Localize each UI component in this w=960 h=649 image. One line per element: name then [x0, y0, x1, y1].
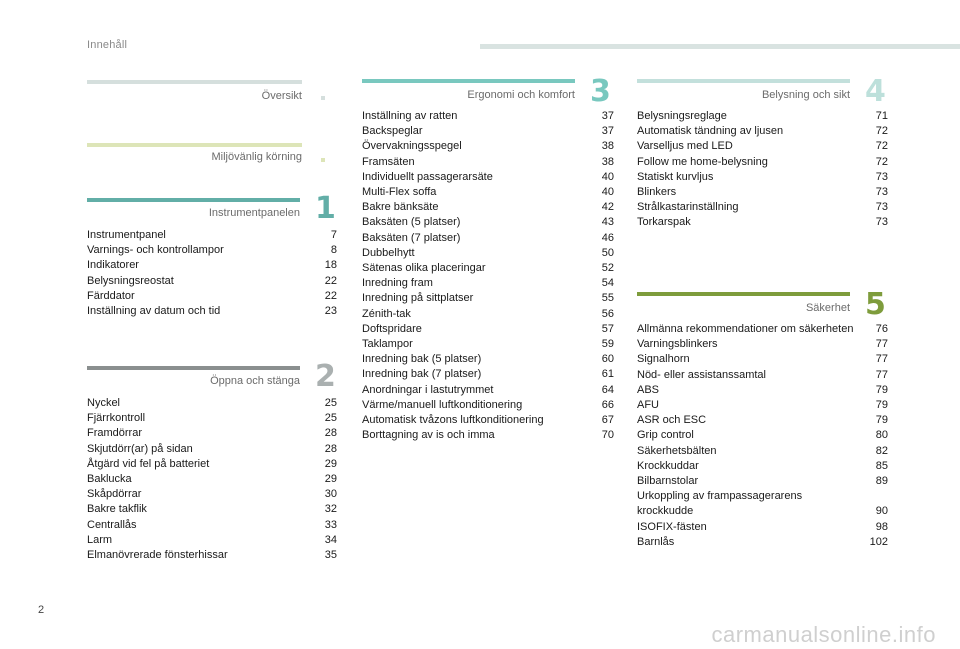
toc-entry-page: 18: [324, 259, 337, 272]
toc-entry[interactable]: [362, 185, 614, 200]
toc-entry-page: 85: [875, 459, 888, 472]
toc-entry-page: 73: [875, 201, 888, 214]
toc-entry[interactable]: [362, 307, 614, 322]
toc-entry-page: 77: [875, 353, 888, 366]
toc-entry[interactable]: [362, 276, 614, 291]
toc-entry[interactable]: [637, 124, 888, 139]
toc-entry-page: 79: [875, 399, 888, 412]
toc-entry-page: 38: [601, 140, 614, 153]
toc-entry[interactable]: [362, 139, 614, 154]
toc-entry-label: Dubbelhytt: [362, 246, 415, 259]
section-oversikt-title: Översikt: [261, 90, 302, 102]
toc-entry-page: 43: [601, 216, 614, 229]
toc-entry[interactable]: [362, 170, 614, 185]
toc-entry[interactable]: [637, 368, 888, 383]
toc-entry[interactable]: [637, 185, 888, 200]
toc-entry-page: 22: [324, 274, 337, 287]
toc-entry-page: 33: [324, 518, 337, 531]
toc-entry-label: Individuellt passagerarsäte: [362, 170, 493, 183]
section-oversikt-bar: [87, 80, 302, 84]
toc-entry-page: 67: [601, 414, 614, 427]
toc-entry-page: 29: [324, 473, 337, 486]
toc-entry[interactable]: [362, 367, 614, 382]
toc-entry[interactable]: [362, 246, 614, 261]
toc-entry[interactable]: [362, 428, 614, 443]
toc-entry[interactable]: [87, 502, 337, 517]
toc-entry[interactable]: [637, 398, 888, 413]
section-2-number: 2: [315, 359, 336, 394]
toc-entry-page: 73: [875, 216, 888, 229]
toc-entry[interactable]: [362, 352, 614, 367]
toc-entry[interactable]: [637, 474, 888, 489]
section-5-title: Säkerhet: [805, 302, 850, 314]
toc-entry-page: 72: [875, 140, 888, 153]
toc-entry-page: 89: [875, 475, 888, 488]
toc-entry-page: 71: [875, 110, 888, 122]
toc-entry-page: 25: [324, 397, 337, 409]
toc-entry[interactable]: [87, 228, 337, 243]
section-2-bar: [87, 366, 300, 370]
toc-entry-page: 57: [601, 322, 614, 335]
page-header-title: Innehåll: [87, 39, 128, 51]
toc-entry-label: Säkerhetsbälten: [637, 444, 717, 457]
toc-entry-label: Inredning fram: [362, 277, 433, 290]
toc-entry-label: Doftspridare: [362, 322, 422, 335]
toc-entry[interactable]: [87, 289, 337, 304]
section-1-title: Instrumentpanelen: [208, 207, 300, 219]
toc-entry[interactable]: [87, 243, 337, 258]
section-4-title: Belysning och sikt: [761, 89, 850, 101]
toc-entry-page: 64: [601, 383, 614, 396]
section-2-title: Öppna och stänga: [210, 375, 300, 387]
toc-entry[interactable]: [637, 139, 888, 154]
toc-entry-label: Instrumentpanel: [87, 229, 166, 241]
section-1-bar: [87, 198, 300, 202]
toc-entry[interactable]: [637, 520, 888, 535]
toc-entry-label: Indikatorer: [87, 259, 139, 272]
toc-entry-page: 77: [875, 368, 888, 381]
toc-entry[interactable]: [637, 428, 888, 443]
toc-entry-label: Torkarspak: [637, 216, 691, 229]
toc-entry-page: 54: [601, 277, 614, 290]
toc-entry-label: Strålkastarinställning: [637, 201, 739, 214]
toc-entry-page: 28: [324, 442, 337, 455]
toc-entry-label: Varnings- och kontrollampor: [87, 244, 224, 257]
toc-entry-page: 73: [875, 186, 888, 199]
section-3-number: 3: [590, 74, 611, 109]
section-5-bar: [637, 292, 850, 296]
toc-entry-label: Åtgärd vid fel på batteriet: [87, 457, 210, 470]
toc-entry[interactable]: [87, 487, 337, 502]
section-5-number: 5: [865, 287, 886, 322]
toc-entry-label: Värme/manuell luftkonditionering: [362, 398, 523, 411]
toc-entry[interactable]: [362, 413, 614, 428]
toc-entry[interactable]: [362, 337, 614, 352]
toc-entry-page: 37: [601, 125, 614, 138]
toc-entry[interactable]: [637, 215, 888, 230]
toc-entry[interactable]: [362, 261, 614, 276]
toc-entry[interactable]: [637, 459, 888, 474]
toc-entry-label: Inredning bak (5 platser): [362, 353, 482, 366]
toc-entry-page: 25: [324, 412, 337, 425]
toc-entry-label: Inredning bak (7 platser): [362, 368, 482, 381]
toc-entry-label: Centrallås: [87, 518, 137, 531]
toc-entry-label: Multi-Flex soffa: [362, 186, 437, 199]
toc-entry-label: Anordningar i lastutrymmet: [362, 383, 494, 396]
toc-entry-page: 56: [601, 307, 614, 320]
toc-entry-page: 59: [601, 338, 614, 351]
toc-entry-page: 79: [875, 414, 888, 427]
toc-entry-label: Belysningsreglage: [637, 110, 727, 122]
toc-entry[interactable]: [637, 489, 888, 519]
toc-entry-label: Fjärrkontroll: [87, 412, 146, 425]
toc-entry-page: 52: [601, 262, 614, 275]
toc-entry[interactable]: [362, 322, 614, 337]
watermark-text: carmanualsonline.info: [711, 622, 936, 647]
toc-entry-label: Taklampor: [362, 338, 413, 351]
section-1-number: 1: [315, 191, 336, 226]
section-2-entries: [87, 396, 337, 563]
toc-entry[interactable]: [637, 170, 888, 185]
toc-entry-label: Bilbarnstolar: [637, 475, 699, 488]
toc-entry[interactable]: [87, 258, 337, 273]
toc-entry-page: 40: [601, 170, 614, 183]
toc-entry-page: 35: [324, 549, 337, 562]
section-oversikt-marker: [321, 96, 325, 100]
toc-entry[interactable]: [87, 396, 337, 411]
toc-entry-label: Framsäten: [362, 155, 415, 168]
toc-entry-page: 8: [330, 244, 337, 257]
toc-entry-label: Varningsblinkers: [637, 338, 718, 351]
toc-entry[interactable]: [362, 124, 614, 139]
toc-entry-page: 76: [875, 323, 888, 335]
toc-entry-page: 66: [601, 398, 614, 411]
toc-entry-page: 102: [869, 535, 888, 548]
toc-entry[interactable]: [637, 383, 888, 398]
toc-entry-label: Barnlås: [637, 535, 675, 548]
toc-entry-label: Belysningsreostat: [87, 274, 174, 287]
toc-entry-page: 37: [601, 110, 614, 122]
toc-entry[interactable]: [362, 398, 614, 413]
toc-entry-page: 29: [324, 457, 337, 470]
toc-entry[interactable]: [637, 155, 888, 170]
toc-entry-label: Varselljus med LED: [637, 140, 733, 153]
section-3-entries: [362, 109, 614, 443]
toc-entry-label: Inredning på sittplatser: [362, 292, 474, 305]
toc-entry-page: 72: [875, 125, 888, 138]
toc-entry[interactable]: [87, 548, 337, 563]
toc-entry-label: Automatisk tvåzons luftkonditionering: [362, 414, 544, 427]
toc-entry-label: Follow me home-belysning: [637, 155, 768, 168]
toc-entry[interactable]: [637, 535, 888, 550]
toc-entry-label: Grip control: [637, 429, 694, 442]
toc-entry-page: 38: [601, 155, 614, 168]
toc-entry-page: 30: [324, 488, 337, 501]
toc-entry-label: Backspeglar: [362, 125, 423, 138]
toc-entry-label: Elmanövrerade fönsterhissar: [87, 549, 228, 562]
section-4-bar: [637, 79, 850, 83]
section-oversikt[interactable]: [87, 80, 302, 106]
toc-entry-label: Statiskt kurvljus: [637, 170, 714, 183]
toc-entry-label: Signalhorn: [637, 353, 690, 366]
toc-entry-label: Blinkers: [637, 186, 677, 199]
toc-entry-page: 77: [875, 338, 888, 351]
toc-entry-label: ABS: [637, 383, 660, 396]
toc-entry-label: Krockkuddar: [637, 459, 699, 472]
toc-entry[interactable]: [362, 231, 614, 246]
toc-entry-label: Framdörrar: [87, 427, 143, 440]
toc-entry[interactable]: [362, 109, 614, 124]
toc-entry[interactable]: [637, 337, 888, 352]
toc-entry-label: Sätenas olika placeringar: [362, 262, 486, 275]
section-3-title: Ergonomi och komfort: [467, 89, 575, 101]
toc-entry-label: Automatisk tändning av ljusen: [637, 125, 784, 138]
toc-entry-page: 98: [875, 520, 888, 533]
section-5-entries: [637, 322, 888, 550]
toc-entry-page: 55: [601, 292, 614, 305]
toc-entry[interactable]: [637, 322, 888, 337]
toc-entry-label: Nöd- eller assistanssamtal: [637, 368, 766, 381]
toc-entry-label: AFU: [637, 399, 659, 412]
toc-entry-page: 50: [601, 246, 614, 259]
toc-entry[interactable]: [87, 472, 337, 487]
section-miljo-marker: [321, 158, 325, 162]
toc-entry-label: Allmänna rekommendationer om säkerheten: [637, 323, 854, 335]
toc-entry[interactable]: [87, 518, 337, 533]
toc-entry-page: 22: [324, 289, 337, 302]
toc-entry-label: Skjutdörr(ar) på sidan: [87, 442, 193, 455]
toc-entry-label: Bakre takflik: [87, 503, 147, 516]
toc-entry[interactable]: [362, 155, 614, 170]
toc-entry[interactable]: [87, 457, 337, 472]
toc-entry-label: Färddator: [87, 289, 135, 302]
toc-entry-page: 42: [601, 201, 614, 214]
toc-entry-page: 7: [330, 229, 337, 241]
section-miljo[interactable]: [87, 143, 302, 169]
toc-entry-label: Inställning av ratten: [362, 110, 458, 122]
toc-entry[interactable]: [87, 304, 337, 319]
toc-entry-page: 40: [601, 186, 614, 199]
toc-entry-label: Larm: [87, 533, 113, 546]
toc-entry-page: 80: [875, 429, 888, 442]
toc-entry-page: 60: [601, 353, 614, 366]
toc-entry-label: Inställning av datum och tid: [87, 305, 221, 318]
page-number: 2: [38, 604, 45, 616]
toc-entry-page: 34: [324, 533, 337, 546]
toc-entry[interactable]: [87, 426, 337, 441]
toc-entry-page: 73: [875, 170, 888, 183]
toc-entry-label: Urkoppling av frampassagerarens krockkudde: [637, 490, 803, 518]
toc-entry-page: 61: [601, 368, 614, 381]
toc-entry[interactable]: [637, 352, 888, 367]
section-4-entries: [637, 109, 888, 231]
toc-entry[interactable]: [87, 411, 337, 426]
toc-entry-label: ASR och ESC: [637, 414, 707, 427]
toc-entry[interactable]: [87, 274, 337, 289]
toc-entry[interactable]: [637, 109, 888, 124]
toc-entry-page: 32: [324, 503, 337, 516]
toc-entry[interactable]: [362, 200, 614, 215]
toc-entry-page: 90: [875, 505, 888, 518]
toc-entry-label: Skåpdörrar: [87, 488, 142, 501]
section-miljo-title: Miljövänlig körning: [211, 151, 302, 163]
toc-entry-label: Baksäten (7 platser): [362, 231, 461, 244]
section-4-number: 4: [865, 74, 886, 109]
section-3-bar: [362, 79, 575, 83]
toc-entry-page: 70: [601, 429, 614, 442]
toc-entry[interactable]: [637, 444, 888, 459]
section-1-entries: [87, 228, 337, 319]
toc-entry[interactable]: [362, 291, 614, 306]
toc-entry[interactable]: [362, 215, 614, 230]
toc-entry[interactable]: [87, 442, 337, 457]
toc-entry-label: Baksäten (5 platser): [362, 216, 461, 229]
toc-entry-page: 82: [875, 444, 888, 457]
toc-entry[interactable]: [362, 383, 614, 398]
toc-entry-label: ISOFIX-fästen: [637, 520, 707, 533]
toc-entry-page: 72: [875, 155, 888, 168]
toc-entry-page: 79: [875, 383, 888, 396]
toc-entry-label: Bakre bänksäte: [362, 201, 439, 214]
toc-entry-label: Nyckel: [87, 397, 121, 409]
toc-entry[interactable]: [87, 533, 337, 548]
toc-entry-label: Baklucka: [87, 473, 132, 486]
toc-entry-page: 46: [601, 231, 614, 244]
section-miljo-bar: [87, 143, 302, 147]
toc-entry[interactable]: [637, 413, 888, 428]
toc-entry-page: 28: [324, 427, 337, 440]
toc-entry[interactable]: [637, 200, 888, 215]
toc-entry-label: Övervakningsspegel: [362, 140, 462, 153]
toc-entry-page: 23: [324, 305, 337, 318]
toc-entry-label: Borttagning av is och imma: [362, 429, 495, 442]
toc-entry-label: Zénith-tak: [362, 307, 411, 320]
header-divider: [480, 44, 960, 49]
